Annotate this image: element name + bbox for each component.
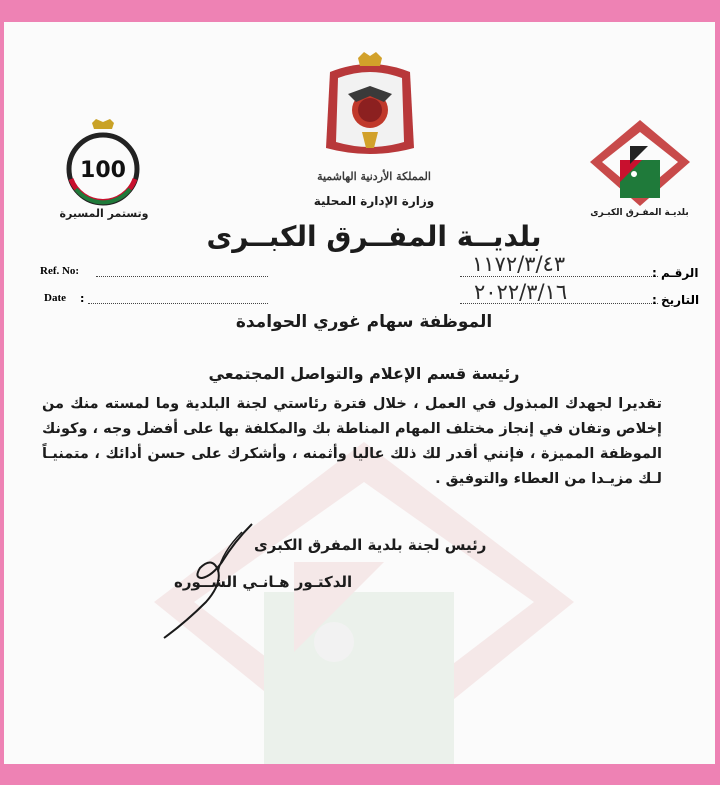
handwritten-signature [122,512,272,642]
centennial-crown-badge [58,117,148,207]
recipient-name: الموظفة سهام غوري الحوامدة [235,312,493,332]
centennial-caption: وتستمر المسيرة [59,207,149,220]
ref-label-ar: الرقـم : [652,266,699,280]
date-label-ar: التاريخ : [652,293,700,307]
municipality-caption: بلديـة المفـرق الكبـرى [590,208,689,218]
centennial-number: 100 [80,158,126,183]
letter-body: تقديرا لجهدك المبذول في العمل ، خلال فترة رئاستي لجنة البلدية وما لمسته منك من إخلاص وتفان في إنجاز مختلف المهام المناطة بك والمكلفة بها على أفضل وجه ، وكونك الموظفة المميزة ، فإنني أقدر لك ذلك عاليا وأثمنه ، وأشكرك على حسن أدائك ، متمنيـاً لـك مزيـدا من العطاء والتوفيق . [42,396,662,487]
municipality-title: بلديــة المفــرق الكبــرى [206,220,542,253]
letter-page: المملكة الأردنية الهاشمية وزارة الإدارة المحلية 100 وتستمر المسيرة بلديـة المفـرق الكبـرى بلديــة المفــرق الكبــرى Ref. No: ١١٧٢/٣/٤٣ الرقـم : Date : ٢٠٢٢/٣/١٦ التاريخ : الموظفة سهام غوري الحوامدة رئيسة قسم الإعلام والتواصل المجتمعي تقديرا لجهدك المبذول في العمل ، خلال فترة رئاستي لجنة البلدية وما لمسته منك من إخلاص وتفان في إنجاز مختلف المهام المناطة بك والمكلفة بها على أفضل وجه ، وكونك الموظفة المميزة ، فإنني أقدر لك ذلك عاليا وأثمنه ، وأشكرك على حسن أدائك ، متمنيـاً لـك مزيـدا من العطاء والتوفيق . رئيس لجنة بلدية المفرق الكبرى الدكتـور هـانـي الشــوره [4,22,715,764]
ref-number: ١١٧٢/٣/٤٣ [472,252,566,276]
ministry-name: وزارة الإدارة المحلية [313,194,435,208]
ref-dotted-line [96,276,268,277]
recipient-position: رئيسة قسم الإعلام والتواصل المجتمعي [208,364,520,383]
coat-of-arms-emblem [322,52,418,162]
municipality-logo [590,120,690,210]
date-value: ٢٠٢٢/٣/١٦ [474,280,568,304]
signatory-name: الدكتـور هـانـي الشــوره [174,573,353,591]
signatory-title: رئيس لجنة بلدية المفرق الكبرى [254,536,487,554]
ref-dotted-line-ar [460,276,658,277]
ref-label-en: Ref. No: [40,265,80,277]
kingdom-name: المملكة الأردنية الهاشمية [317,170,431,183]
date-label-en: Date [44,292,66,304]
date-dotted-line [88,303,268,304]
